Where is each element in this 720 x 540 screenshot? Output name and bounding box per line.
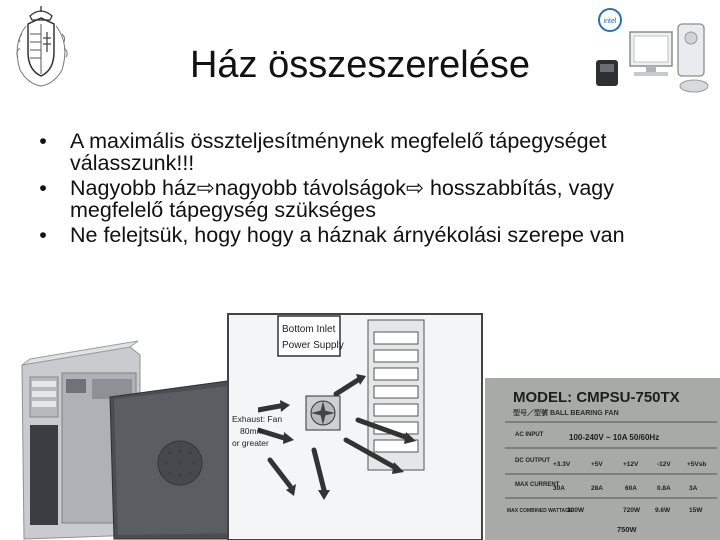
max-wattage-label: MAX COMBINED WATTAGE [507,508,573,514]
bullet-marker: • [39,176,47,200]
wattage-value: 180W [567,507,584,514]
psu-model: MODEL: CMPSU-750TX [513,389,680,406]
bullet-text: A maximális összteljesítménynek megfelelő tápegységet válasszunk!!! [70,129,607,175]
bullet-item [28,177,688,221]
svg-text:intel: intel [603,18,617,25]
exhaust-label-line: 80mm [240,426,264,436]
rail-label: +5V [591,461,603,468]
current-value: 3A [689,485,698,492]
bullet-item [28,130,688,174]
wattage-value: 9.6W [655,507,671,514]
bullet-text: Nagyobb ház⇨nagyobb távolságok⇨ hosszabbítás, vagy megfelelő tápegység szükséges [70,176,615,222]
current-value: 30A [553,485,565,492]
current-value: 60A [625,485,637,492]
max-current-label: MAX CURRENT [515,482,560,488]
ac-input-value: 100-240V ~ 10A 50/60Hz [569,433,660,442]
rail-label: +5Vsb [687,461,707,468]
bullet-text: Ne felejtsük, hogy hogy a háznak árnyékolási szerepe van [70,223,625,247]
computer-icon [590,2,718,102]
slide-title: Ház összeszerelése [189,44,531,86]
bullet-marker: • [39,129,47,153]
wattage-value: 720W [623,507,640,514]
rail-label: +3.3V [553,461,571,468]
coat-of-arms-icon [6,4,76,90]
psu-label-line: Power Supply [282,340,344,351]
psu-spec-label [485,378,720,540]
exhaust-label-line: Exhaust: Fan [232,414,283,424]
ac-input-label: AC INPUT [515,432,544,438]
total-wattage: 750W [617,525,637,534]
rail-label: -12V [657,461,671,468]
wattage-value: 15W [689,507,703,514]
pc-case-image [10,325,250,540]
airflow-diagram [218,310,488,540]
psu-subtitle: 型号／型號 BALL BEARING FAN [513,410,619,417]
bullet-item [28,224,688,246]
current-value: 0.8A [657,485,671,492]
exhaust-label-line: or greater [232,438,269,448]
rail-label: +12V [623,461,639,468]
bullet-marker: • [39,223,47,247]
psu-label-line: Bottom Inlet [282,324,336,335]
dc-output-label: DC OUTPUT [515,458,550,464]
current-value: 28A [591,485,603,492]
bullet-list [28,130,688,249]
